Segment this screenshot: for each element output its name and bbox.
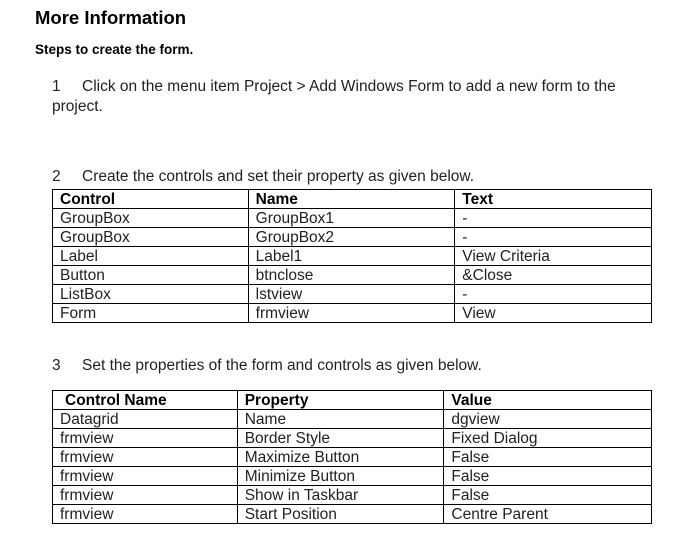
table-cell: Datagrid (53, 410, 238, 429)
page-title: More Information (35, 7, 187, 28)
table-cell: Label (53, 247, 249, 266)
table-cell: Form (53, 304, 249, 323)
table-header-row (53, 190, 652, 209)
table-cell: Minimize Button (237, 467, 444, 486)
table-row (53, 448, 652, 467)
table-cell: Border Style (237, 429, 444, 448)
column-header: Text (455, 190, 652, 209)
controls-table (52, 189, 652, 323)
table-row (53, 266, 652, 285)
table-cell: frmview (53, 486, 238, 505)
table-cell: GroupBox (53, 228, 249, 247)
step-1 (52, 77, 652, 117)
table-row (53, 304, 652, 323)
section-subtitle: Steps to create the form. (35, 42, 194, 57)
table-cell: frmview (248, 304, 455, 323)
table-cell: - (455, 285, 652, 304)
column-header: Control Name (53, 391, 238, 410)
table-cell: Button (53, 266, 249, 285)
table-cell: Name (237, 410, 444, 429)
table-cell: False (444, 448, 652, 467)
table-cell: frmview (53, 467, 238, 486)
table-cell: Fixed Dialog (444, 429, 652, 448)
table-cell: - (455, 228, 652, 247)
table-row (53, 429, 652, 448)
table-cell: False (444, 467, 652, 486)
table-row (53, 410, 652, 429)
column-header: Name (248, 190, 455, 209)
table-cell: View Criteria (455, 247, 652, 266)
table-header-row (53, 391, 652, 410)
table-cell: False (444, 486, 652, 505)
table-cell: frmview (53, 505, 238, 524)
column-header: Value (444, 391, 652, 410)
table-cell: frmview (53, 429, 238, 448)
table-row (53, 247, 652, 266)
step-text: Create the controls and set their property as given below. (82, 168, 475, 185)
table-cell: Maximize Button (237, 448, 444, 467)
table-row (53, 486, 652, 505)
step-2 (52, 167, 474, 187)
table-cell: Label1 (248, 247, 455, 266)
table-row (53, 467, 652, 486)
table-cell: ListBox (53, 285, 249, 304)
column-header: Property (237, 391, 444, 410)
table-cell: btnclose (248, 266, 455, 285)
step-text: Set the properties of the form and controls as given below. (82, 357, 482, 374)
table-cell: Start Position (237, 505, 444, 524)
table-row (53, 505, 652, 524)
step-3 (52, 356, 482, 376)
table-cell: Show in Taskbar (237, 486, 444, 505)
table-row (53, 228, 652, 247)
step-number: 2 (52, 168, 61, 185)
table-cell: GroupBox (53, 209, 249, 228)
step-text: Click on the menu item Project > Add Windows Form to add a new form to the project. (52, 78, 616, 115)
properties-table (52, 390, 652, 524)
table-cell: dgview (444, 410, 652, 429)
table-cell: Centre Parent (444, 505, 652, 524)
table-cell: lstview (248, 285, 455, 304)
column-header: Control (53, 190, 249, 209)
table-cell: GroupBox1 (248, 209, 455, 228)
table-row (53, 209, 652, 228)
table-cell: &Close (455, 266, 652, 285)
step-number: 3 (52, 357, 61, 374)
table-row (53, 285, 652, 304)
table-cell: frmview (53, 448, 238, 467)
table-cell: GroupBox2 (248, 228, 455, 247)
table-cell: View (455, 304, 652, 323)
table-cell: - (455, 209, 652, 228)
step-number: 1 (52, 78, 61, 95)
